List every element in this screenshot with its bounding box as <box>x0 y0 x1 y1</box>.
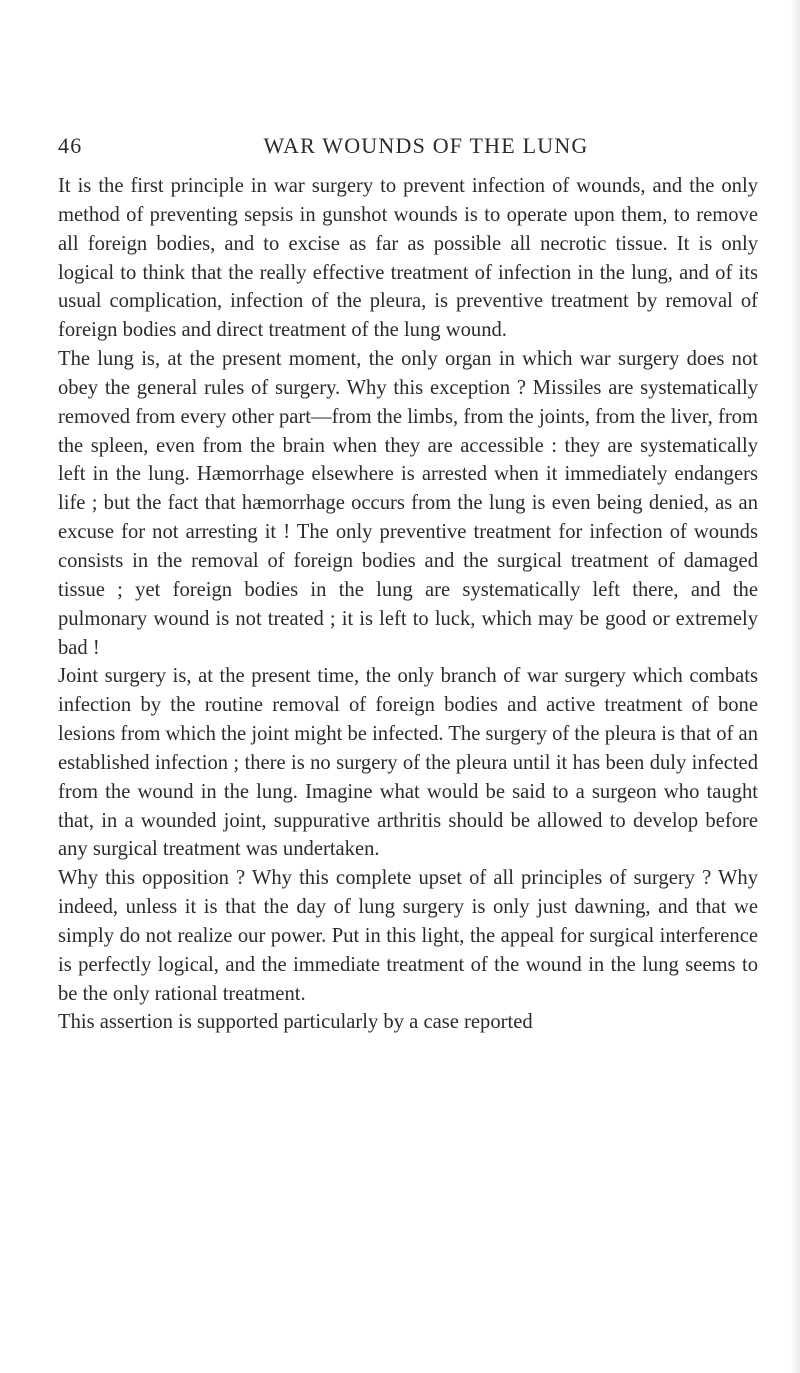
running-title: WAR WOUNDS OF THE LUNG <box>263 133 589 158</box>
page-number: 46 <box>58 133 83 158</box>
paragraph: Why this opposition ? Why this complete upset of all principles of surgery ? Why indeed, unless it is that the day of lung surgery is only just dawning, and that we simply do not realize our power. Put in this light, the appeal for surgical interference is perfectly logical, and the immediate treatment of the wound in the lung seems to be the only rational treatment. <box>58 867 758 1005</box>
book-page <box>58 128 758 1037</box>
paragraph: The lung is, at the present moment, the only organ in which war surgery does not obey the general rules of surgery. Why this exception ? Missiles are systematically removed from every other part—from the limbs, from the joints, from the liver, from the spleen, even from the brain when they are accessible : they are systematically left in the lung. Hæmorrhage elsewhere is arrested when it immediately endangers life ; but the fact that hæmorrhage occurs from the lung is even being denied, as an excuse for not arresting it ! The only preventive treatment for infection of wounds consists in the removal of foreign bodies and the surgical treatment of damaged tissue ; yet foreign bodies in the lung are systematically left there, and the pulmonary wound is not treated ; it is left to luck, which may be good or extremely bad ! <box>58 348 758 659</box>
paragraph: Joint surgery is, at the present time, the only branch of war surgery which combats infection by the routine removal of foreign bodies and active treatment of bone lesions from which the joint might be infected. The surgery of the pleura is that of an established infection ; there is no surgery of the pleura until it has been duly infected from the wound in the lung. Imagine what would be said to a surgeon who taught that, in a wounded joint, suppurative arthritis should be allowed to develop before any surgical treatment was undertaken. <box>58 665 758 861</box>
running-head <box>58 128 758 164</box>
paragraph: This assertion is supported particularly by a case reported <box>58 1011 533 1034</box>
body-text <box>58 172 758 1037</box>
page-edge-shadow <box>790 0 800 1373</box>
paragraph: It is the first principle in war surgery to prevent infection of wounds, and the only method of preventing sepsis in gunshot wounds is to operate upon them, to remove all foreign bodies, and to excise as far as possible all necrotic tissue. It is only logical to think that the really effective treatment of infection in the lung, and of its usual complication, infection of the pleura, is preventive treatment by removal of foreign bodies and direct treatment of the lung wound. <box>58 175 758 342</box>
